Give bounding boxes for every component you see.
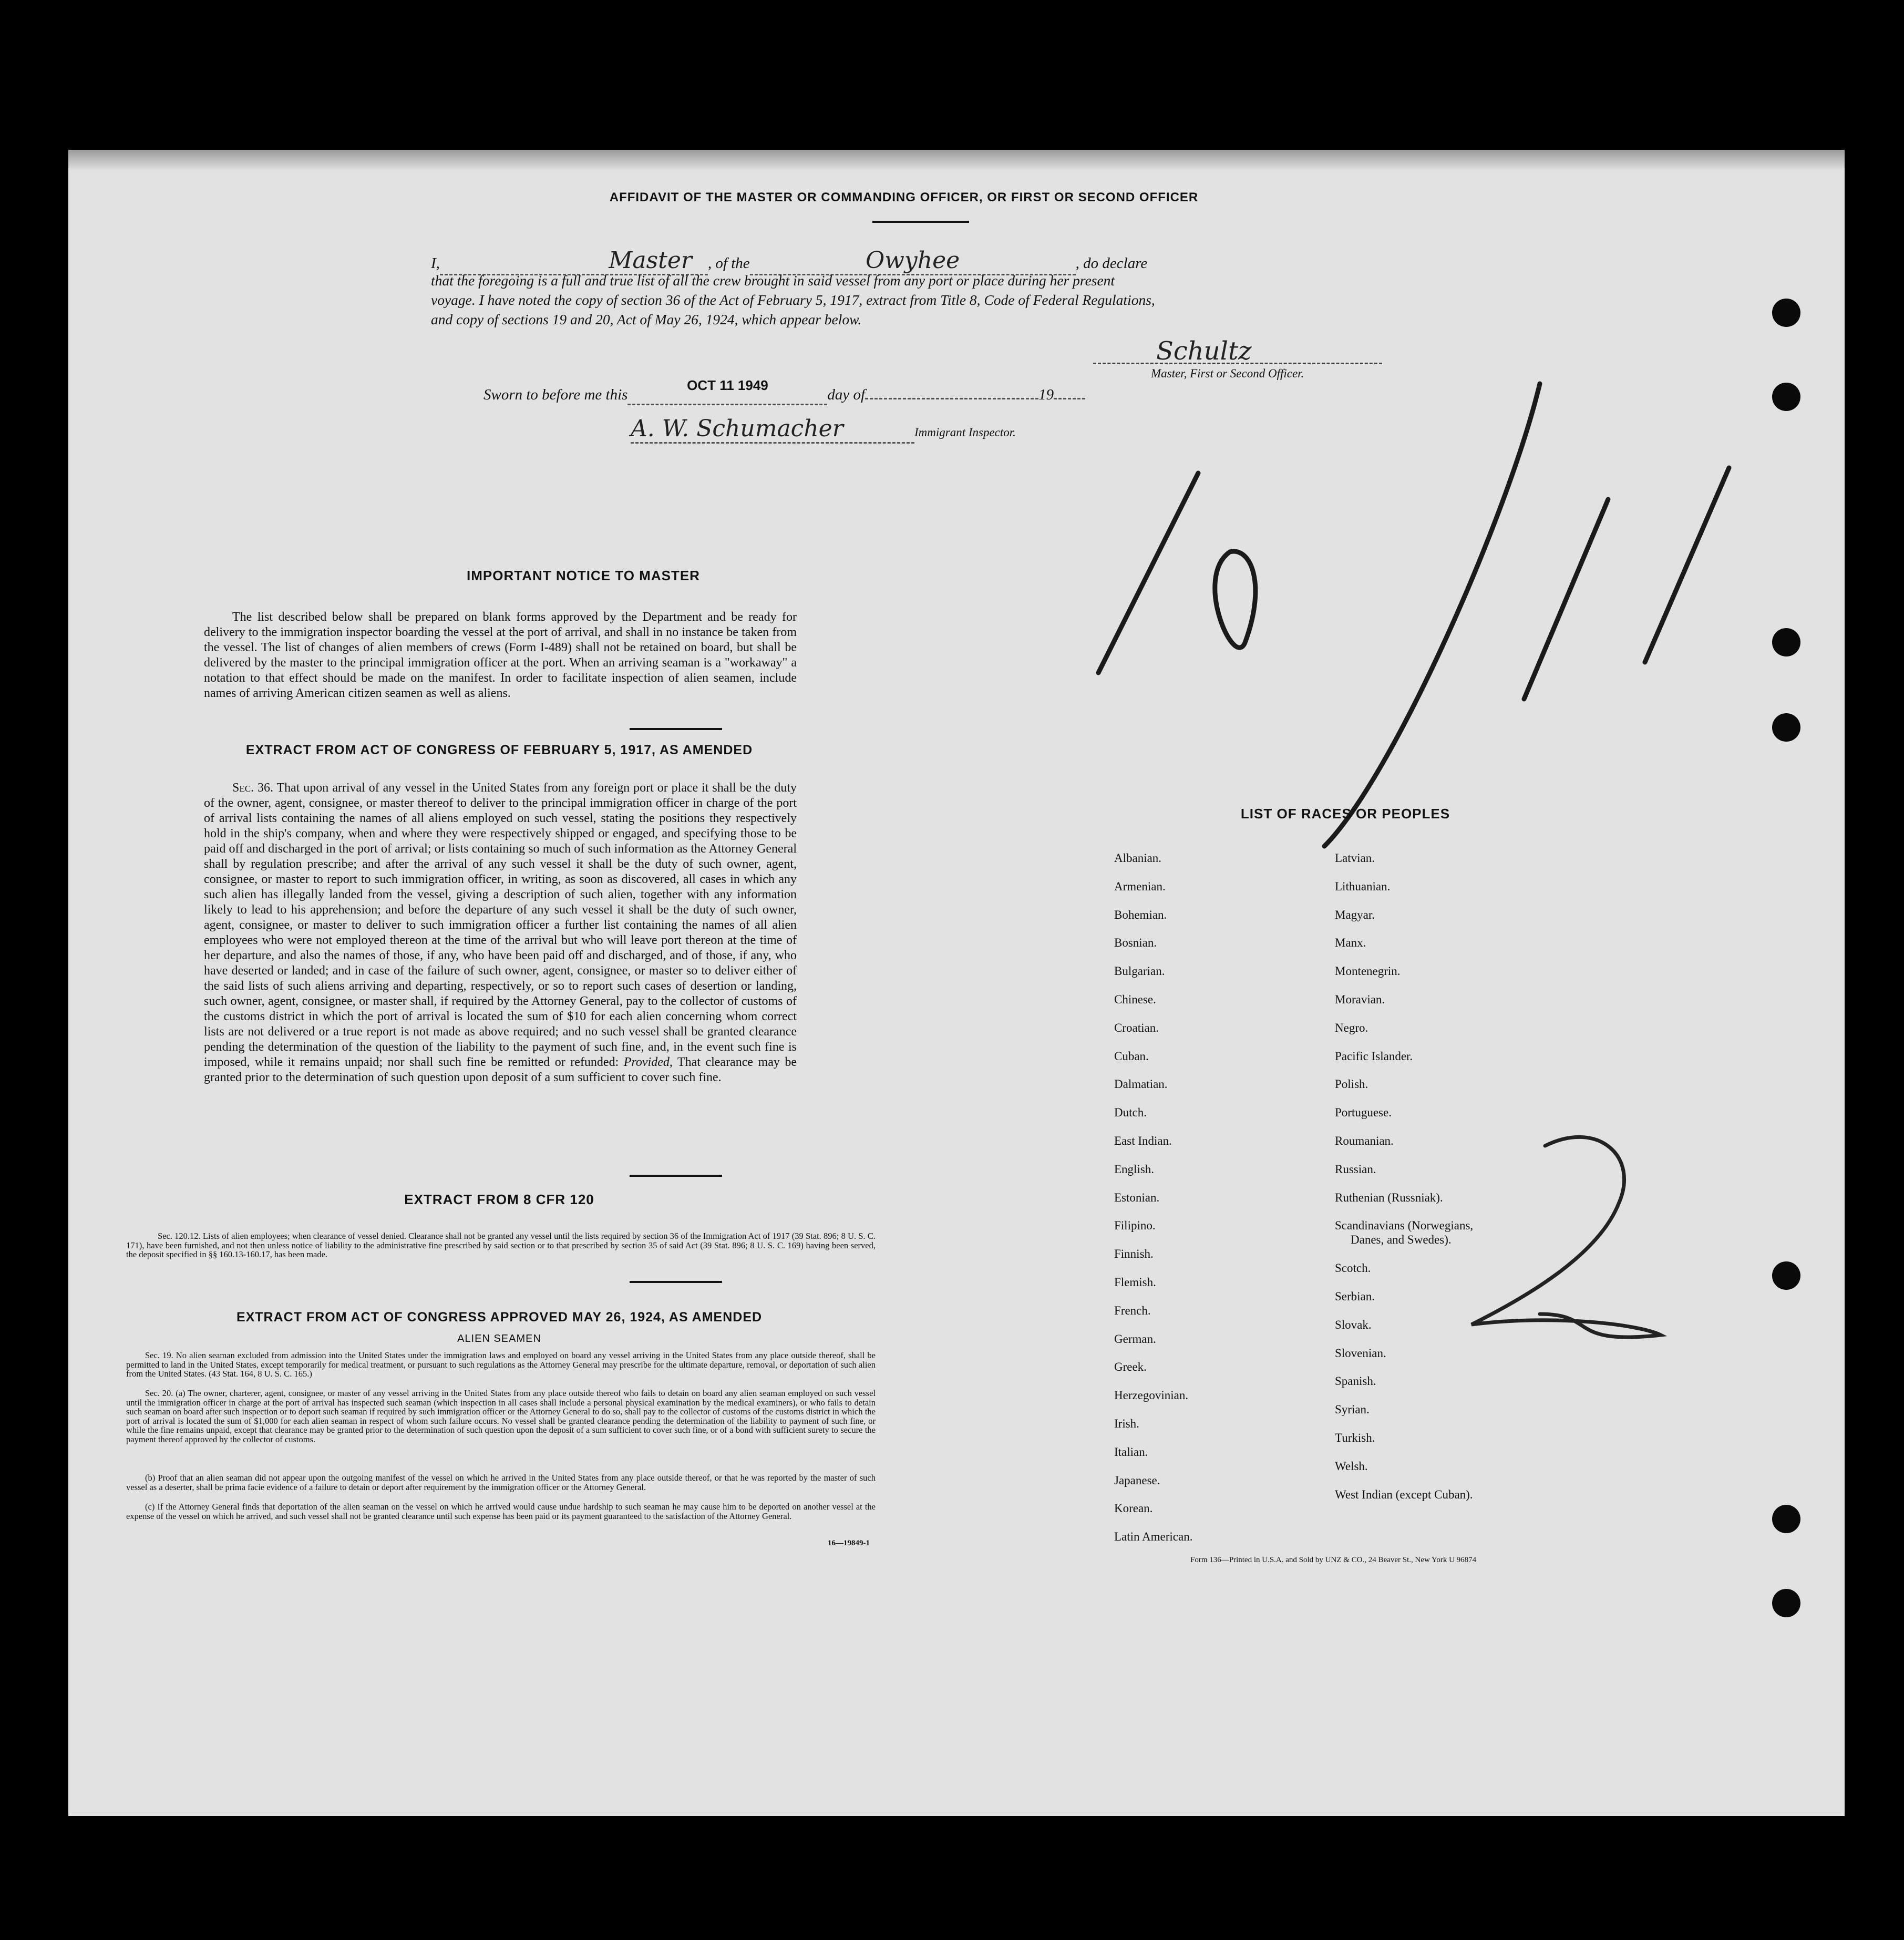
race-item: Italian.	[1114, 1445, 1148, 1459]
race-item: Slovenian.	[1335, 1346, 1386, 1360]
extract-1917-rule	[630, 1175, 722, 1177]
punch-hole	[1772, 299, 1800, 327]
master-caption: Master, First or Second Officer.	[1151, 367, 1304, 380]
race-item: Korean.	[1114, 1502, 1153, 1515]
extract-1917-text	[204, 781, 797, 1085]
stroke-1b	[1524, 499, 1608, 699]
extract-1917-title: EXTRACT FROM ACT OF CONGRESS OF FEBRUARY 5, 1917, AS AMENDED	[245, 743, 753, 757]
extract-1924-title: EXTRACT FROM ACT OF CONGRESS APPROVED MAY 26, 1924, AS AMENDED	[236, 1310, 763, 1325]
cfr-title: EXTRACT FROM 8 CFR 120	[404, 1192, 594, 1207]
race-item: Scandinavians (Norwegians,	[1335, 1219, 1474, 1233]
notice-title: IMPORTANT NOTICE TO MASTER	[467, 568, 700, 583]
race-item: Portuguese.	[1335, 1106, 1392, 1120]
form-footer: Form 136—Printed in U.S.A. and Sold by UNZ & CO., 24 Beaver St., New York U 96874	[1190, 1556, 1477, 1564]
race-item: Welsh.	[1335, 1459, 1368, 1473]
race-item: Magyar.	[1335, 908, 1375, 921]
master-signature: Schultz	[1156, 336, 1252, 366]
sworn-line	[483, 377, 1085, 405]
do-declare-label: , do declare	[1075, 255, 1148, 272]
punch-hole	[1772, 383, 1800, 411]
notice-text: The list described below shall be prepared on blank forms approved by the Department and be ready for delivery to the immigration inspector boarding the vessel at the port of arrival, and shall in no instance be taken from the vessel. The list of changes of alien members of crews (Form I-489) shall not be retained on board, but shall be delivered by the master to the principal immigration officer at the port. When an arriving seaman is a "workaway" a notation to that effect should be made on the manifest. In order to facilitate inspection of alien seamen, include names of arriving American citizen seamen as well as aliens.	[204, 610, 797, 700]
date-stamp: OCT 11 1949	[687, 377, 768, 393]
punch-hole	[1772, 1261, 1800, 1290]
year-label: 19	[1038, 386, 1054, 403]
race-item: Serbian.	[1335, 1290, 1375, 1303]
race-item: Ruthenian (Russniak).	[1335, 1190, 1443, 1204]
punch-hole	[1772, 1589, 1800, 1617]
form-number: 16—19849-1	[828, 1539, 870, 1547]
master-handwritten: Master	[609, 247, 692, 274]
inspector-signature: A. W. Schumacher	[631, 415, 843, 442]
race-item: West Indian (except Cuban).	[1335, 1487, 1473, 1501]
inspector-line	[631, 415, 1016, 444]
notice-rule	[630, 728, 722, 730]
race-item: Dutch.	[1114, 1106, 1147, 1120]
race-item: Herzegovinian.	[1114, 1389, 1189, 1402]
sec-20c-text: (c) If the Attorney General finds that deportation of the alien seaman on the vessel on which he arrived would cause undue hardship to such seaman he may cause him to be deported on another vessel at the expense of the vessel on which he arrived, and such vessel shall not be granted clearance until such expense has been paid or its payment guaranteed to the satisfaction of the Attorney General.	[126, 1502, 876, 1521]
race-item: East Indian.	[1114, 1134, 1172, 1147]
race-item: Montenegrin.	[1335, 964, 1401, 978]
cfr-text: Sec. 120.12. Lists of alien employees; when clearance of vessel denied. Clearance shall not be granted any vessel until the lists required by section 36 of the Immigration Act of 1917 (39 Stat. 896; 8 U. S. C. 171), have been furnished, and not then unless notice of liability to the administrative fine prescribed by said section or to that prescribed by section 35 of said Act (39 Stat. 896; 8 U. S. C. 169) having been served, the deposit specified in §§ 160.13-160.17, has been made.	[126, 1231, 876, 1259]
declaration-line2: that the foregoing is a full and true list of all the crew brought in said vessel from any port or place during her present	[431, 272, 1115, 289]
vessel-handwritten: Owyhee	[866, 247, 960, 274]
sworn-label: Sworn to before me this	[483, 386, 628, 403]
race-item: Albanian.	[1114, 851, 1162, 865]
race-item: Bohemian.	[1114, 908, 1167, 921]
race-item: Negro.	[1335, 1021, 1368, 1034]
title-rule	[872, 221, 969, 223]
declaration-line4: and copy of sections 19 and 20, Act of May 26, 1924, which appear below.	[431, 311, 862, 327]
race-item: Greek.	[1114, 1360, 1147, 1374]
scan-shadow	[68, 150, 1845, 171]
race-item: Flemish.	[1114, 1276, 1156, 1289]
race-item: Croatian.	[1114, 1021, 1159, 1034]
race-item: Japanese.	[1114, 1473, 1160, 1487]
punch-hole	[1772, 1505, 1800, 1533]
handwritten-number-10-11	[1077, 357, 1761, 857]
race-item: Pacific Islander.	[1335, 1049, 1413, 1063]
provided-label: Provided,	[623, 1055, 673, 1069]
race-item: Bulgarian.	[1114, 964, 1165, 978]
race-item: Dalmatian.	[1114, 1077, 1168, 1091]
race-item: Syrian.	[1335, 1403, 1370, 1416]
declaration-line1	[431, 247, 1408, 275]
stroke-1	[1098, 473, 1198, 673]
day-of-label: day of	[827, 386, 866, 403]
declaration-line3: voyage. I have noted the copy of section 36 of the Act of February 5, 1917, extract from Title 8, Code of Federal Regulations,	[431, 292, 1155, 308]
race-item: Filipino.	[1114, 1219, 1156, 1233]
sec-20a-text: Sec. 20. (a) The owner, charterer, agent, consignee, or master of any vessel arriving in the United States from any place outside thereof who fails to detain on board any alien seaman employed on such vessel until the immigration officer in charge at the port of arrival has inspected such seaman (which inspection in all cases shall include a personal physical examination by the medical examiners), or who fails to detain such seaman on board after such inspection or to deport such seaman if required by such immigration officer or the Attorney General to do so, shall pay to the collector of customs of the customs district in which the port of arrival is located the sum of $1,000 for each alien seaman in respect of whom such failure occurs. No vessel shall be granted clearance pending the determination of the liability to payment of such fine, or while the fine remains unpaid, except that clearance may be granted prior to the determination of such question upon the deposit of a sum sufficient to cover such fine, or of a bond with sufficient surety to secure the payment thereof approved by the collector of customs.	[126, 1388, 876, 1444]
race-item: Cuban.	[1114, 1049, 1149, 1063]
race-item: Danes, and Swedes).	[1351, 1233, 1452, 1247]
race-item: French.	[1114, 1303, 1151, 1317]
sec-36-label: Sec. 36.	[232, 781, 273, 795]
race-item: Turkish.	[1335, 1431, 1375, 1444]
inspector-caption: Immigrant Inspector.	[914, 426, 1016, 439]
punch-hole	[1772, 713, 1800, 742]
handwritten-page-number	[1461, 1125, 1703, 1356]
race-item: Manx.	[1335, 936, 1366, 950]
race-item: Latvian.	[1335, 851, 1375, 865]
race-item: Irish.	[1114, 1417, 1139, 1430]
races-title: LIST OF RACES OR PEOPLES	[1240, 806, 1450, 822]
affidavit-title: AFFIDAVIT OF THE MASTER OR COMMANDING OFFICER, OR FIRST OR SECOND OFFICER	[609, 190, 1199, 204]
i-label: I,	[431, 255, 440, 272]
alien-seamen-subtitle: ALIEN SEAMEN	[457, 1333, 541, 1344]
cfr-rule	[630, 1281, 722, 1283]
provided-text: That clearance may be granted prior to the determination of such question upon deposit of a sum sufficient to cover such fine.	[204, 1055, 797, 1084]
race-item: German.	[1114, 1332, 1156, 1346]
race-item: Latin American.	[1114, 1530, 1193, 1544]
stroke-1c	[1645, 468, 1729, 662]
race-item: Moravian.	[1335, 993, 1385, 1006]
of-the-label: , of the	[707, 255, 750, 272]
sec-20b-text: (b) Proof that an alien seaman did not appear upon the outgoing manifest of the vessel on which he arrived in the United States from any place outside thereof, or that he was reported by the master of such vessel as a deserter, shall be prima facie evidence of a failure to detain or deport after requirement by the immigration officer or the Attorney General.	[126, 1473, 876, 1492]
race-item: Bosnian.	[1114, 936, 1157, 950]
race-item: Estonian.	[1114, 1190, 1160, 1204]
sec-19-text: Sec. 19. No alien seaman excluded from admission into the United States under the immigration laws and employed on board any vessel arriving in the United States from any place outside thereof, shall be permitted to land in the United States, except temporarily for medical treatment, or pursuant to such regulations as the Attorney General may prescribe for the ultimate departure, removal, or deportation of such alien from the United States. (43 Stat. 164, 8 U. S. C. 165.)	[126, 1350, 876, 1379]
race-item: Scotch.	[1335, 1261, 1371, 1275]
race-item: Slovak.	[1335, 1318, 1372, 1331]
race-item: Chinese.	[1114, 993, 1156, 1006]
race-item: English.	[1114, 1162, 1155, 1176]
race-item: Spanish.	[1335, 1374, 1376, 1388]
race-item: Russian.	[1335, 1162, 1376, 1176]
stroke-slash	[1324, 384, 1540, 846]
stroke-0	[1215, 551, 1255, 648]
race-item: Lithuanian.	[1335, 879, 1391, 893]
race-item: Roumanian.	[1335, 1134, 1394, 1147]
race-item: Armenian.	[1114, 879, 1166, 893]
race-item: Polish.	[1335, 1077, 1368, 1091]
punch-hole	[1772, 628, 1800, 656]
race-item: Finnish.	[1114, 1247, 1154, 1261]
sec-36-text: That upon arrival of any vessel in the United States from any foreign port or place it shall be the duty of the owner, agent, consignee, or master thereof to deliver to the principal immigration officer in charge of the port of arrival lists containing the names of all aliens employed on such vessel, stating the positions they respectively hold in the ship's company, when and where they were respectively shipped or engaged, and specifying those to be paid off and discharged in the port of arrival; or lists containing so much of such information as the Attorney General shall by regulation prescribe; and after the arrival of any such vessel it shall be the duty of such owner, agent, consignee, or master to report to such immigration officer, in writing, as soon as discovered, all cases in which any such alien has illegally landed from the vessel, giving a description of such alien, together with any information likely to lead to his apprehension; and before the departure of any such vessel it shall be the duty of such owner, agent, consignee, or master to deliver to such immigration officer a further list containing the names of all alien employees who were not employed thereon at the time of the arrival but who will leave port thereon at the time of her departure, and also the names of those, if any, who have been paid off and discharged, and of those, if any, who have deserted or landed; and in case of the failure of such owner, agent, consignee, or master so to deliver either of the said lists of such aliens arriving and departing, respectively, or so to report such cases of desertion or landing, such owner, agent, consignee, or master shall, if required by the Attorney General, pay to the collector of customs of the customs district in which the port of arrival is located the sum of $10 for each alien concerning whom correct lists are not delivered or a true report is not made as above required; and no such vessel shall be granted clearance pending the determination of the question of the liability to the payment of such fine, and, in the event such fine is imposed, while it remains unpaid; nor shall such fine be remitted or refunded:	[204, 781, 797, 1069]
